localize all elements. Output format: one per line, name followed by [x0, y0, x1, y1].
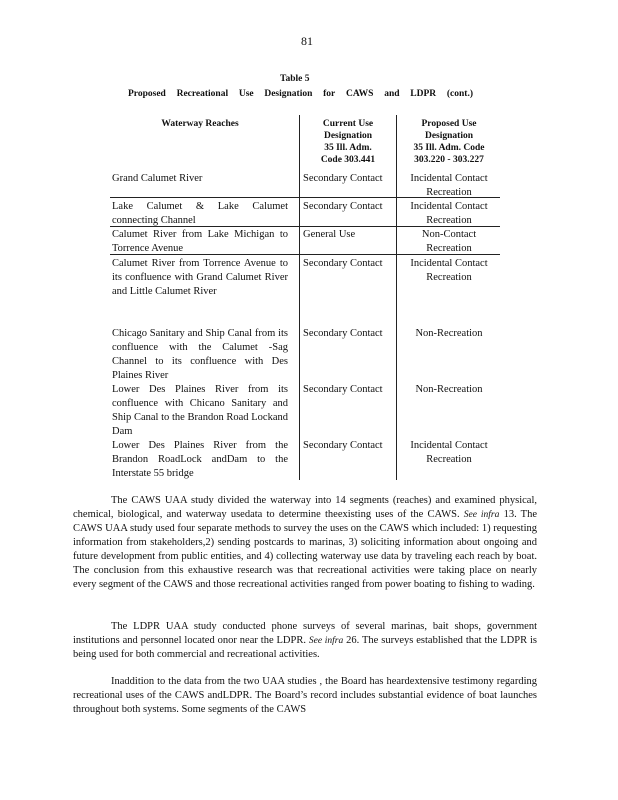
table-cell-reach: Lower Des Plaines River from the Brandon RoadLock andDam to the Interstate 55 bridge	[112, 440, 288, 479]
table-cell-current: General Use	[303, 229, 356, 240]
subtitle-word: Proposed	[128, 89, 166, 99]
paragraph-text: 26. The surveys established that the LDPR is being used for both commercial and recreational activities.	[73, 635, 537, 660]
table-cell-proposed: Non-Recreation	[415, 384, 483, 395]
citation: See infra	[308, 636, 344, 646]
table-divider	[299, 115, 300, 480]
subtitle-word: Designation	[264, 89, 313, 99]
header-line: Proposed Use	[421, 119, 477, 129]
paragraph-text: The CAWS UAA study divided the waterway into 14 segments (reaches) and examined physical, chemical, biological, and waterway usedata to determine theexisting uses of the CAWS.	[73, 495, 537, 520]
header-line: Code 303.441	[320, 155, 376, 165]
table-subtitle	[128, 89, 473, 99]
table-cell-reach: Grand Calumet River	[112, 173, 203, 184]
table-cell-proposed: Incidental Contact Recreation	[410, 201, 488, 226]
subtitle-word: Recreational	[176, 89, 229, 99]
header-line: 303.220 - 303.227	[414, 155, 484, 165]
table-cell-proposed: Non-Recreation	[415, 328, 483, 339]
table-cell-proposed: Non-Contact Recreation	[421, 229, 477, 254]
header-reaches: Waterway Reaches	[161, 119, 239, 129]
header-line: Designation	[323, 131, 373, 141]
paragraph	[73, 620, 537, 662]
table-cell-proposed: Incidental Contact Recreation	[410, 173, 488, 198]
citation: See infra	[463, 510, 500, 520]
table-cell-current: Secondary Contact	[303, 440, 383, 451]
header-line: Designation	[424, 131, 474, 141]
paragraph: Inaddition to the data from the two UAA studies , the Board has heardextensive testimony regarding recreational uses of the CAWS andLDPR. The Board’s record includes substantial evidence of boat launches throughout both systems. Some segments of the CAWS	[73, 676, 537, 715]
table-divider	[396, 115, 397, 480]
header-current-use	[303, 118, 393, 166]
page-number: 81	[301, 34, 313, 48]
table-cell-reach: Calumet River from Torrence Avenue to its confluence with Grand Calumet River and Little Calumet River	[112, 258, 288, 297]
subtitle-word: and	[384, 89, 400, 99]
table-cell-current: Secondary Contact	[303, 384, 383, 395]
subtitle-word: CAWS	[346, 89, 374, 99]
subtitle-word: (cont.)	[446, 89, 473, 99]
subtitle-word: Use	[238, 89, 254, 99]
table-cell-current: Secondary Contact	[303, 258, 383, 269]
table-cell-current: Secondary Contact	[303, 201, 383, 212]
table-cell-reach: Lower Des Plaines River from its confluence with Chicano Sanitary and Ship Canal to the Brandon Road Lockand Dam	[112, 384, 288, 437]
table-caption: Table 5	[280, 74, 310, 84]
paragraph-text: The LDPR UAA study conducted phone surveys of several marinas, bait shops, government institutions and personnel located onor near the LDPR.	[73, 621, 537, 646]
paragraph-text: 13. The CAWS UAA study used four separate methods to survey the uses on the CAWS which included: 1) requesting information from stakeholders,2) sending postcards to marinas, 3) soliciting information about ongoing and future development from public entities, and 4) collecting waterway use data by traveling each reach by boat. The conclusion from this exhaustive research was that recreational activities were taking place on nearly every segment of the CAWS and those recreational activities ranged from power boating to fishing to wading.	[73, 509, 538, 590]
table-cell-proposed: Incidental Contact Recreation	[410, 440, 488, 465]
header-line: 35 Ill. Adm.	[324, 143, 372, 153]
header-proposed-use	[400, 118, 498, 166]
subtitle-word: for	[323, 89, 336, 99]
header-line: 35 Ill. Adm. Code	[413, 143, 485, 153]
table-cell-reach: Lake Calumet & Lake Calumet connecting Channel	[112, 201, 288, 226]
table-cell-reach: Chicago Sanitary and Ship Canal from its confluence with the Calumet -Sag Channel to its confluence with Des Plaines River	[112, 328, 288, 381]
table-cell-proposed: Incidental Contact Recreation	[410, 258, 488, 283]
header-line: Current Use	[322, 119, 374, 129]
paragraph	[73, 494, 537, 592]
table-cell-current: Secondary Contact	[303, 328, 383, 339]
table-cell-current: Secondary Contact	[303, 173, 383, 184]
subtitle-word: LDPR	[410, 89, 437, 99]
table-cell-reach: Calumet River from Lake Michigan to Torrence Avenue	[112, 229, 288, 254]
